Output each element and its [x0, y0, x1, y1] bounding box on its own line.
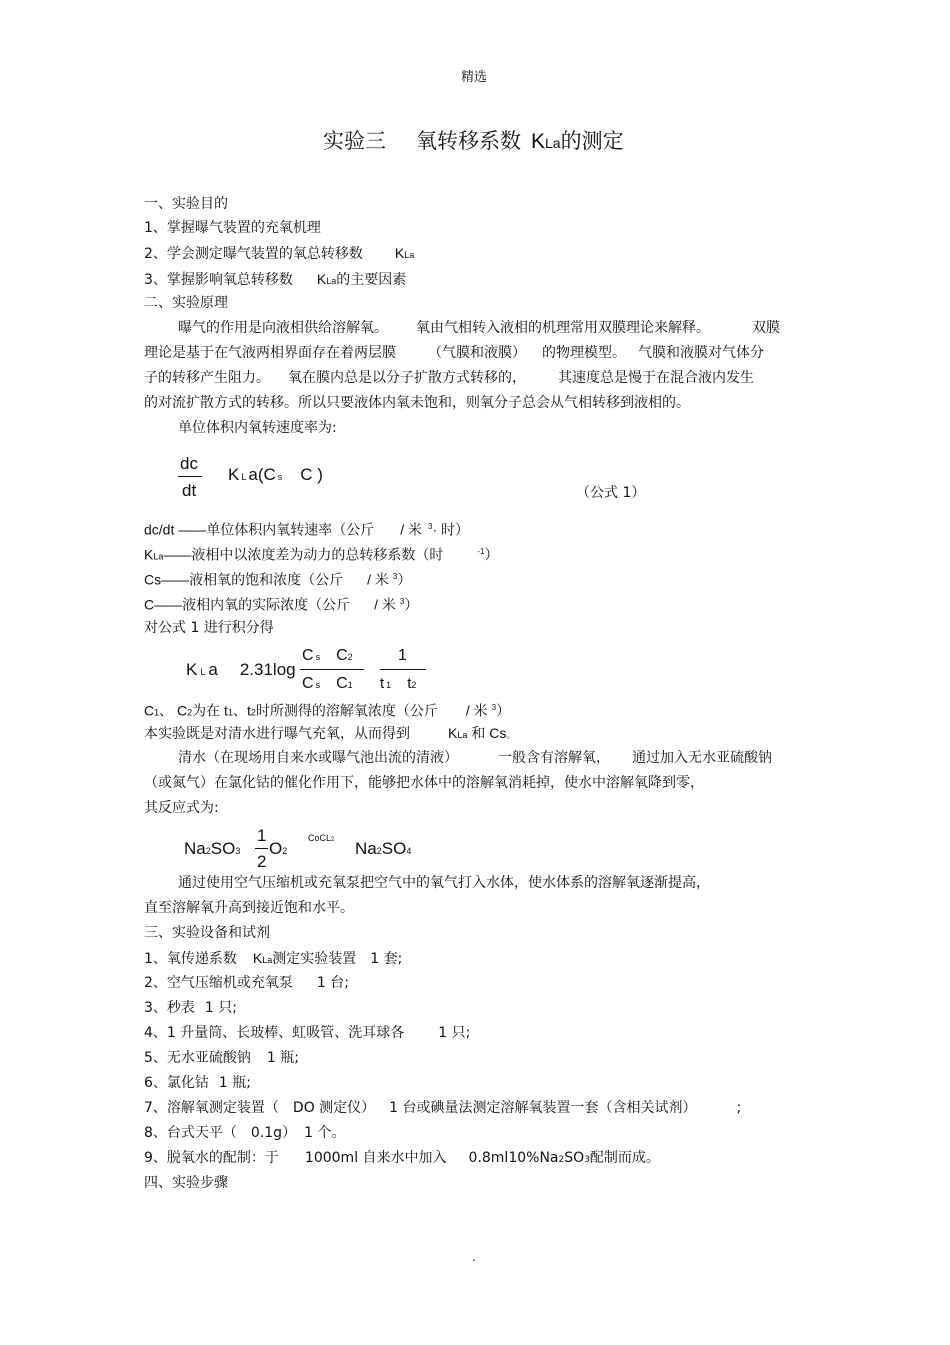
objective-2: 2、学会测定曝气装置的氧总转移数 KLa [144, 245, 415, 262]
section-heading-3: 三、实验设备和试剂 [144, 925, 270, 941]
equip-4: 4、1 升量筒、长玻棒、虹吸管、洗耳球各 1 只; [144, 1025, 471, 1041]
equip-8: 8、台式天平（ 0.1g） 1 个。 [144, 1125, 346, 1141]
para1-line1: 曝气的作用是向液相供给溶解氧。 氧由气相转入液相的机理常用双膜理论来解释。 双膜 [178, 320, 780, 336]
section-heading-1: 一、实验目的 [144, 196, 228, 212]
para1-line2: 理论是基于在气液两相界面存在着两层膜 （气膜和液膜） 的物理模型。 气膜和液膜对气体分 [144, 345, 764, 361]
para3-line2: （或氮气）在氯化钴的催化作用下，能够把水体中的溶解氧消耗掉，使水中溶解氧降到零， [144, 775, 704, 791]
line-clear-water: 本实验既是对清水进行曝气充氧，从而得到 KLa 和 Cs。 [144, 725, 516, 742]
page-title: 实验三 氧转移系数 KLa的测定 [323, 129, 624, 153]
equip-7: 7、溶解氧测定装置（ DO 测定仪） 1 台或碘量法测定溶解氧装置一套（含相关试剂） ; [144, 1100, 742, 1116]
para3-line3: 其反应式为: [144, 800, 219, 816]
para1-line3: 子的转移产生阻力。 氧在膜内总是以分子扩散方式转移的， 其速度总是慢于在混合液内发生 [144, 370, 754, 386]
equip-5: 5、无水亚硫酸钠 1 瓶; [144, 1050, 299, 1066]
section-heading-2: 二、实验原理 [144, 295, 228, 311]
para1-line4: 的对流扩散方式的转移。所以只要液体内氧未饱和，则氧分子总会从气相转移到液相的。 [144, 395, 690, 411]
integrate-line: 对公式 1 进行积分得 [144, 620, 274, 636]
para4-line2: 直至溶解氧升高到接近饱和水平。 [144, 900, 354, 916]
equip-9: 9、脱氧水的配制：于 1000ml 自来水中加入 0.8ml10%Na2SO3配制而成。 [144, 1150, 660, 1166]
def-dcdt: dc/dt ——单位体积内氧转速率（公斤 / 米 $^3$· 时） [144, 521, 470, 538]
para2: 单位体积内氧转速度率为: [178, 420, 337, 436]
para4-line1: 通过使用空气压缩机或充氧泵把空气中的氧气打入水体，使水体系的溶解氧逐渐提高， [178, 875, 710, 891]
def-c: C——液相内氧的实际浓度（公斤 / 米 $^3$） [144, 596, 419, 613]
formula-1-label: （公式 1） [576, 485, 646, 501]
section-heading-4: 四、实验步骤 [144, 1175, 228, 1191]
page-header: 精选 [461, 70, 488, 85]
line-c1c2: C1、 C2为在 t1、t2时所测得的溶解氧浓度（公斤 / 米 $^3$） [144, 702, 511, 719]
equip-6: 6、氯化钴 1 瓶; [144, 1075, 251, 1091]
def-cs: Cs——液相氧的饱和浓度（公斤 / 米 $^3$） [144, 571, 412, 588]
page-footer: . [472, 1250, 476, 1264]
objective-3: 3、掌握影响氧总转移数 KLa的主要因素 [144, 271, 407, 288]
def-kla: KLa——液相中以浓度差为动力的总转移系数（时 $^{-1}$） [144, 546, 499, 563]
para3-line1: 清水（在现场用自来水或曝气池出流的清液） 一般含有溶解氧， 通过加入无水亚硫酸钠 [178, 750, 772, 766]
equip-2: 2、空气压缩机或充氧泵 1 台; [144, 975, 349, 991]
objective-1: 1、掌握曝气装置的充氧机理 [144, 220, 321, 236]
equip-3: 3、秒表 1 只; [144, 1000, 237, 1016]
equip-1: 1、氧传递系数 KLa测定实验装置 1 套; [144, 950, 403, 967]
